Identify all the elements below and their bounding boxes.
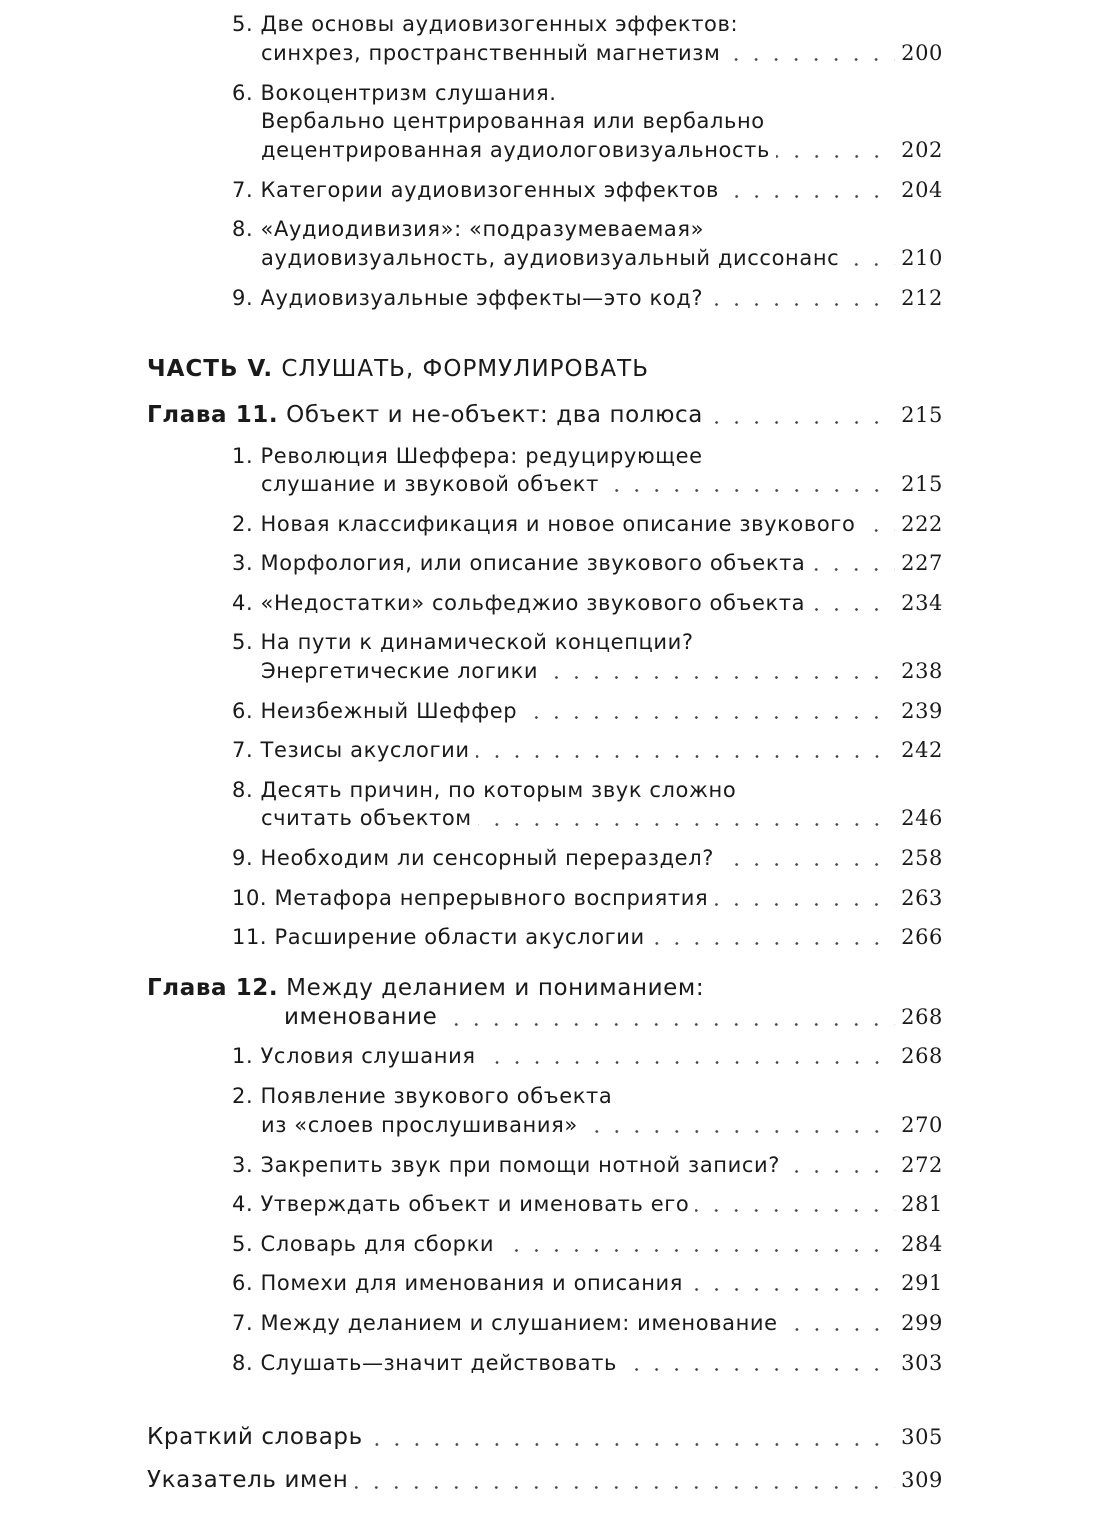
leader-dots	[354, 1483, 895, 1489]
toc-entry[interactable]	[232, 510, 943, 538]
chapter-title-line: Между деланием и пониманием:	[286, 975, 705, 1001]
entry-title-line: Вербально центрированная или вербально	[261, 109, 765, 133]
toc-entry[interactable]	[232, 844, 943, 872]
toc-entry[interactable]	[232, 1190, 943, 1218]
leader-dots	[776, 152, 895, 158]
entry-number: 8.	[232, 217, 254, 241]
leader-dots	[845, 260, 895, 266]
back-matter-title: Указатель имен	[147, 1467, 349, 1493]
toc-entry[interactable]	[232, 589, 943, 617]
entry-title-line: синхрез, пространственный магнетизм	[261, 41, 721, 65]
leader-dots	[476, 752, 895, 758]
entry-title: Категории аудиовизогенных эффектов	[260, 178, 719, 202]
entry-number: 9.	[232, 286, 254, 310]
page-number: 263	[901, 886, 943, 910]
entry-title: Тезисы акуслогии	[260, 738, 470, 762]
chapter-label: Глава 11.	[147, 402, 279, 428]
back-matter-title: Краткий словарь	[147, 1424, 363, 1450]
entry-number: 11.	[232, 925, 268, 949]
entry-title: Помехи для именования и описания	[260, 1271, 684, 1295]
entry-title-line: На пути к динамической концепции?	[260, 630, 694, 654]
page-number: 305	[901, 1425, 943, 1449]
leader-dots	[605, 486, 895, 492]
toc-entry-last-line[interactable]	[232, 39, 943, 67]
entry-title-line: Десять причин, по которым звук сложно	[260, 778, 737, 802]
entry-number: 1.	[232, 1044, 254, 1068]
chapter-entry[interactable]	[147, 400, 943, 430]
page-number: 299	[901, 1311, 943, 1335]
toc-entry[interactable]	[232, 884, 943, 912]
entry-number: 4.	[232, 591, 254, 615]
toc-entry-multiline	[232, 776, 736, 804]
leader-dots	[714, 900, 895, 906]
toc-entry[interactable]	[232, 1269, 943, 1297]
toc-entry[interactable]	[232, 284, 943, 312]
page-number: 202	[901, 138, 943, 162]
entry-title: Метафора непрерывного восприятия	[274, 886, 709, 910]
chapter-label: Глава 12.	[147, 975, 279, 1001]
page-number: 210	[901, 246, 943, 270]
toc-entry-multiline	[232, 10, 738, 38]
entry-title-line: из «слоев прослушивания»	[261, 1113, 578, 1137]
leader-dots	[726, 55, 895, 61]
entry-number: 2.	[232, 512, 254, 536]
page-number: 284	[901, 1232, 943, 1256]
page-number: 227	[901, 551, 943, 575]
page-number: 222	[901, 512, 943, 536]
toc-entry-last-line[interactable]	[232, 657, 943, 685]
page-number: 242	[901, 738, 943, 762]
page-number: 215	[901, 472, 943, 496]
toc-entry[interactable]	[232, 1042, 943, 1070]
entry-title: Утверждать объект и именовать его	[260, 1192, 690, 1216]
entry-number: 8.	[232, 1351, 254, 1375]
entry-number: 6.	[232, 81, 254, 105]
toc-entry[interactable]	[232, 923, 943, 951]
entry-number: 8.	[232, 778, 254, 802]
entry-title: Аудиовизуальные эффекты—это код?	[260, 286, 704, 310]
leader-dots	[784, 1325, 895, 1331]
leader-dots	[500, 1246, 895, 1252]
toc-entry[interactable]	[232, 1349, 943, 1377]
entry-title-line: слушание и звуковой объект	[261, 472, 599, 496]
page-number: 309	[901, 1468, 943, 1492]
leader-dots	[584, 1127, 895, 1133]
entry-title-line: «Аудиодивизия»: «подразумеваемая»	[260, 217, 705, 241]
page-number: 270	[901, 1113, 943, 1137]
entry-title-line: Две основы аудиовизогенных эффектов:	[260, 12, 739, 36]
toc-entry-last-line[interactable]	[232, 804, 943, 832]
back-matter-entry[interactable]	[147, 1465, 943, 1495]
toc-entry-multiline	[232, 628, 694, 656]
toc-entry[interactable]	[232, 697, 943, 725]
entry-number: 2.	[232, 1084, 254, 1108]
leader-dots	[725, 192, 895, 198]
page-number: 268	[901, 1005, 943, 1029]
entry-number: 7.	[232, 738, 254, 762]
leader-dots	[720, 860, 895, 866]
page-number: 212	[901, 286, 943, 310]
entry-title-line: Энергетические логики	[261, 659, 539, 683]
leader-dots	[482, 1058, 896, 1064]
back-matter-entry[interactable]	[147, 1422, 943, 1452]
page-number: 200	[901, 41, 943, 65]
chapter-title: Объект и не-объект: два полюса	[286, 402, 703, 428]
entry-number: 1.	[232, 444, 254, 468]
toc-entry[interactable]	[232, 176, 943, 204]
entry-title-line: децентрированная аудиологовизуальность	[261, 138, 770, 162]
page-number: 215	[901, 403, 943, 427]
entry-number: 3.	[232, 1153, 254, 1177]
toc-entry-multiline	[232, 215, 704, 243]
entry-title: «Недостатки» сольфеджио звукового объекта	[260, 591, 806, 615]
entry-title-line: считать объектом	[261, 806, 472, 830]
chapter-entry-last-line[interactable]	[147, 1002, 943, 1032]
part-label: ЧАСТЬ V.	[147, 356, 274, 382]
leader-dots	[651, 939, 895, 945]
entry-number: 7.	[232, 1311, 254, 1335]
toc-entry-multiline	[232, 442, 703, 470]
part-heading	[147, 354, 649, 384]
leader-dots	[709, 418, 895, 424]
entry-number: 3.	[232, 551, 254, 575]
entry-title: Закрепить звук при помощи нотной записи?	[260, 1153, 781, 1177]
entry-title: Морфология, или описание звукового объекта	[260, 551, 806, 575]
toc-entry[interactable]	[232, 1151, 943, 1179]
page-number: 268	[901, 1044, 943, 1068]
leader-dots	[544, 673, 895, 679]
entry-number: 6.	[232, 699, 254, 723]
toc-entry[interactable]	[232, 1230, 943, 1258]
leader-dots	[623, 1365, 895, 1371]
chapter-heading-line	[147, 973, 704, 1003]
toc-entry-last-line[interactable]	[232, 136, 943, 164]
entry-title-line: аудиовизуальность, аудиовизуальный диссонанс	[261, 246, 840, 270]
entry-number: 9.	[232, 846, 254, 870]
entry-number: 5.	[232, 630, 254, 654]
page-number: 291	[901, 1271, 943, 1295]
entry-number: 6.	[232, 1271, 254, 1295]
entry-title: Расширение области акуслогии	[274, 925, 645, 949]
entry-number: 5.	[232, 12, 254, 36]
entry-number: 5.	[232, 1232, 254, 1256]
leader-dots	[369, 1440, 895, 1446]
leader-dots	[861, 526, 895, 532]
toc-entry-last-line[interactable]	[232, 1111, 943, 1139]
entry-title: Неизбежный Шеффер	[260, 699, 518, 723]
entry-title: Между деланием и слушанием: именование	[260, 1311, 778, 1335]
page-number: 239	[901, 699, 943, 723]
entry-number: 10.	[232, 886, 268, 910]
chapter-title-line: именование	[284, 1004, 438, 1030]
toc-entry-last-line[interactable]	[232, 244, 943, 272]
entry-title: Новая классификация и новое описание звукового	[260, 512, 856, 536]
page-number: 246	[901, 806, 943, 830]
leader-dots	[811, 605, 895, 611]
page-number: 204	[901, 178, 943, 202]
entry-title: Условия слушания	[260, 1044, 476, 1068]
entry-number: 4.	[232, 1192, 254, 1216]
page-number: 281	[901, 1192, 943, 1216]
leader-dots	[443, 1020, 895, 1026]
entry-title: Словарь для сборки	[260, 1232, 495, 1256]
leader-dots	[695, 1206, 895, 1212]
part-title: СЛУШАТЬ, ФОРМУЛИРОВАТЬ	[281, 356, 649, 382]
page-number: 238	[901, 659, 943, 683]
leader-dots	[709, 300, 895, 306]
entry-title-line: Появление звукового объекта	[260, 1084, 613, 1108]
toc-entry-last-line[interactable]	[232, 470, 943, 498]
leader-dots	[478, 820, 895, 826]
toc-entry-multiline	[232, 1082, 612, 1110]
toc-entry[interactable]	[232, 549, 943, 577]
entry-number: 7.	[232, 178, 254, 202]
leader-dots	[786, 1167, 895, 1173]
page-number: 303	[901, 1351, 943, 1375]
entry-title: Слушать—значит действовать	[260, 1351, 618, 1375]
entry-title-line: Вокоцентризм слушания.	[260, 81, 557, 105]
page-number: 266	[901, 925, 943, 949]
page-number: 234	[901, 591, 943, 615]
leader-dots	[523, 713, 895, 719]
entry-title: Необходим ли сенсорный перераздел?	[260, 846, 714, 870]
toc-entry[interactable]	[232, 736, 943, 764]
leader-dots	[689, 1285, 895, 1291]
entry-title-line: Революция Шеффера: редуцирующее	[260, 444, 703, 468]
toc-entry[interactable]	[232, 1309, 943, 1337]
leader-dots	[811, 565, 895, 571]
toc-entry-multiline	[232, 79, 557, 107]
page-number: 272	[901, 1153, 943, 1177]
page-number: 258	[901, 846, 943, 870]
